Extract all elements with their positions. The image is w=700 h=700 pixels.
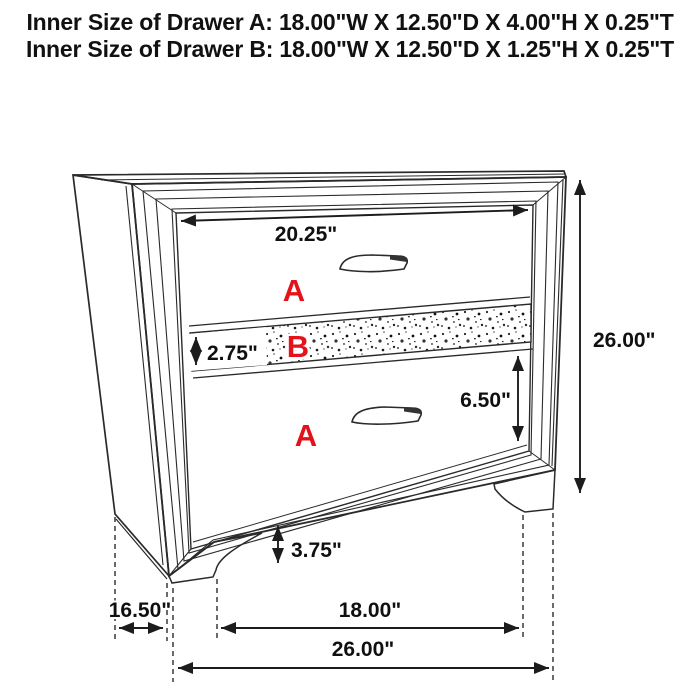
dim-overall-height-label: 26.00" — [593, 329, 656, 352]
dim-overall-width-label: 26.00" — [331, 638, 395, 661]
dimension-arrows — [119, 180, 580, 668]
dim-between-legs-label: 18.00" — [338, 599, 402, 622]
dim-leg-height-label: 3.75" — [291, 539, 342, 562]
label-drawer-a-top: A — [282, 273, 306, 308]
top-drawer-handle — [340, 255, 407, 272]
dim-strip-height-label: 2.75" — [207, 342, 258, 365]
label-drawer-a-bottom: A — [294, 418, 318, 453]
dim-depth-label: 16.50" — [108, 599, 172, 622]
bottom-drawer-handle — [352, 407, 421, 424]
side-panel — [73, 175, 169, 579]
front-frame — [132, 177, 566, 576]
right-foot — [494, 470, 555, 512]
label-strip-b: B — [286, 329, 310, 364]
dim-inner-width-label: 20.25" — [274, 223, 338, 246]
header-line-drawer-a: Inner Size of Drawer A: 18.00"W X 12.50"D X 4.00"H X 0.25"T — [26, 9, 674, 35]
dim-lower-drawer-label: 6.50" — [460, 389, 511, 412]
header-line-drawer-b: Inner Size of Drawer B: 18.00"W X 12.50"D X 1.25"H X 0.25"T — [26, 36, 674, 62]
